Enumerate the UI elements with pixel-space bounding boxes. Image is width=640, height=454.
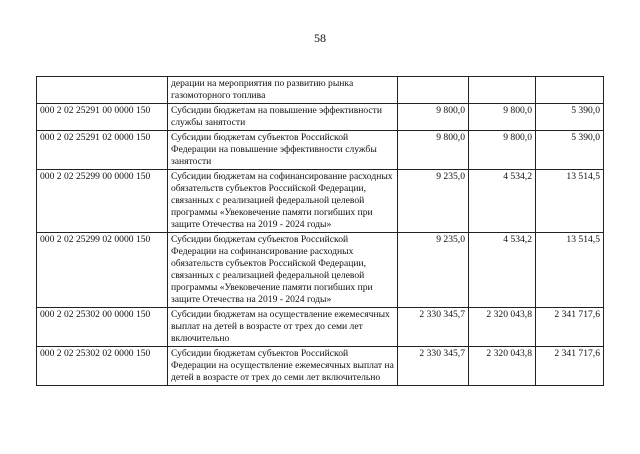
table-row — [37, 131, 604, 170]
amount-cell-1 — [398, 77, 469, 104]
table-row — [37, 347, 604, 386]
budget-code-cell: 000 2 02 25302 02 0000 150 — [37, 347, 168, 386]
amount-cell-3 — [536, 77, 604, 104]
amount-cell-1: 9 235,0 — [398, 233, 469, 308]
budget-table — [36, 76, 604, 386]
description-cell: Субсидии бюджетам на осуществление ежемесячных выплат на детей в возрасте от трех до семи лет включительно — [168, 308, 398, 347]
budget-code-cell: 000 2 02 25291 02 0000 150 — [37, 131, 168, 170]
amount-cell-2: 2 320 043,8 — [469, 308, 536, 347]
budget-code-cell: 000 2 02 25291 00 0000 150 — [37, 104, 168, 131]
amount-cell-2: 9 800,0 — [469, 104, 536, 131]
amount-cell-1: 2 330 345,7 — [398, 308, 469, 347]
amount-cell-2: 9 800,0 — [469, 131, 536, 170]
budget-table-body — [37, 77, 604, 386]
amount-cell-1: 9 800,0 — [398, 104, 469, 131]
amount-cell-2 — [469, 77, 536, 104]
description-cell: Субсидии бюджетам субъектов Российской Федерации на софинансирование расходных обязательств субъектов Российской Федерации, связанных с реализацией федеральной целевой программы «Увековечение памяти погибших при защите Отечества на 2019 - 2024 годы» — [168, 233, 398, 308]
amount-cell-3: 2 341 717,6 — [536, 347, 604, 386]
description-cell: Субсидии бюджетам на повышение эффективности службы занятости — [168, 104, 398, 131]
table-row — [37, 233, 604, 308]
budget-code-cell: 000 2 02 25299 00 0000 150 — [37, 170, 168, 233]
budget-code-cell: 000 2 02 25299 02 0000 150 — [37, 233, 168, 308]
amount-cell-1: 9 235,0 — [398, 170, 469, 233]
amount-cell-3: 5 390,0 — [536, 104, 604, 131]
amount-cell-2: 2 320 043,8 — [469, 347, 536, 386]
description-cell: Субсидии бюджетам субъектов Российской Федерации на осуществление ежемесячных выплат на детей в возрасте от трех до семи лет включительно — [168, 347, 398, 386]
amount-cell-3: 13 514,5 — [536, 170, 604, 233]
table-row — [37, 77, 604, 104]
amount-cell-3: 5 390,0 — [536, 131, 604, 170]
description-cell: дерации на мероприятия по развитию рынка газомоторного топлива — [168, 77, 398, 104]
amount-cell-1: 9 800,0 — [398, 131, 469, 170]
amount-cell-3: 13 514,5 — [536, 233, 604, 308]
budget-code-cell: 000 2 02 25302 00 0000 150 — [37, 308, 168, 347]
table-row — [37, 170, 604, 233]
amount-cell-2: 4 534,2 — [469, 170, 536, 233]
budget-code-cell — [37, 77, 168, 104]
table-row — [37, 104, 604, 131]
amount-cell-2: 4 534,2 — [469, 233, 536, 308]
amount-cell-1: 2 330 345,7 — [398, 347, 469, 386]
description-cell: Субсидии бюджетам на софинансирование расходных обязательств субъектов Российской Федерации, связанных с реализацией федеральной целевой программы «Увековечение памяти погибших при защите Отечества на 2019 - 2024 годы» — [168, 170, 398, 233]
amount-cell-3: 2 341 717,6 — [536, 308, 604, 347]
description-cell: Субсидии бюджетам субъектов Российской Федерации на повышение эффективности службы занятости — [168, 131, 398, 170]
page-number: 58 — [314, 31, 326, 45]
table-row — [37, 308, 604, 347]
